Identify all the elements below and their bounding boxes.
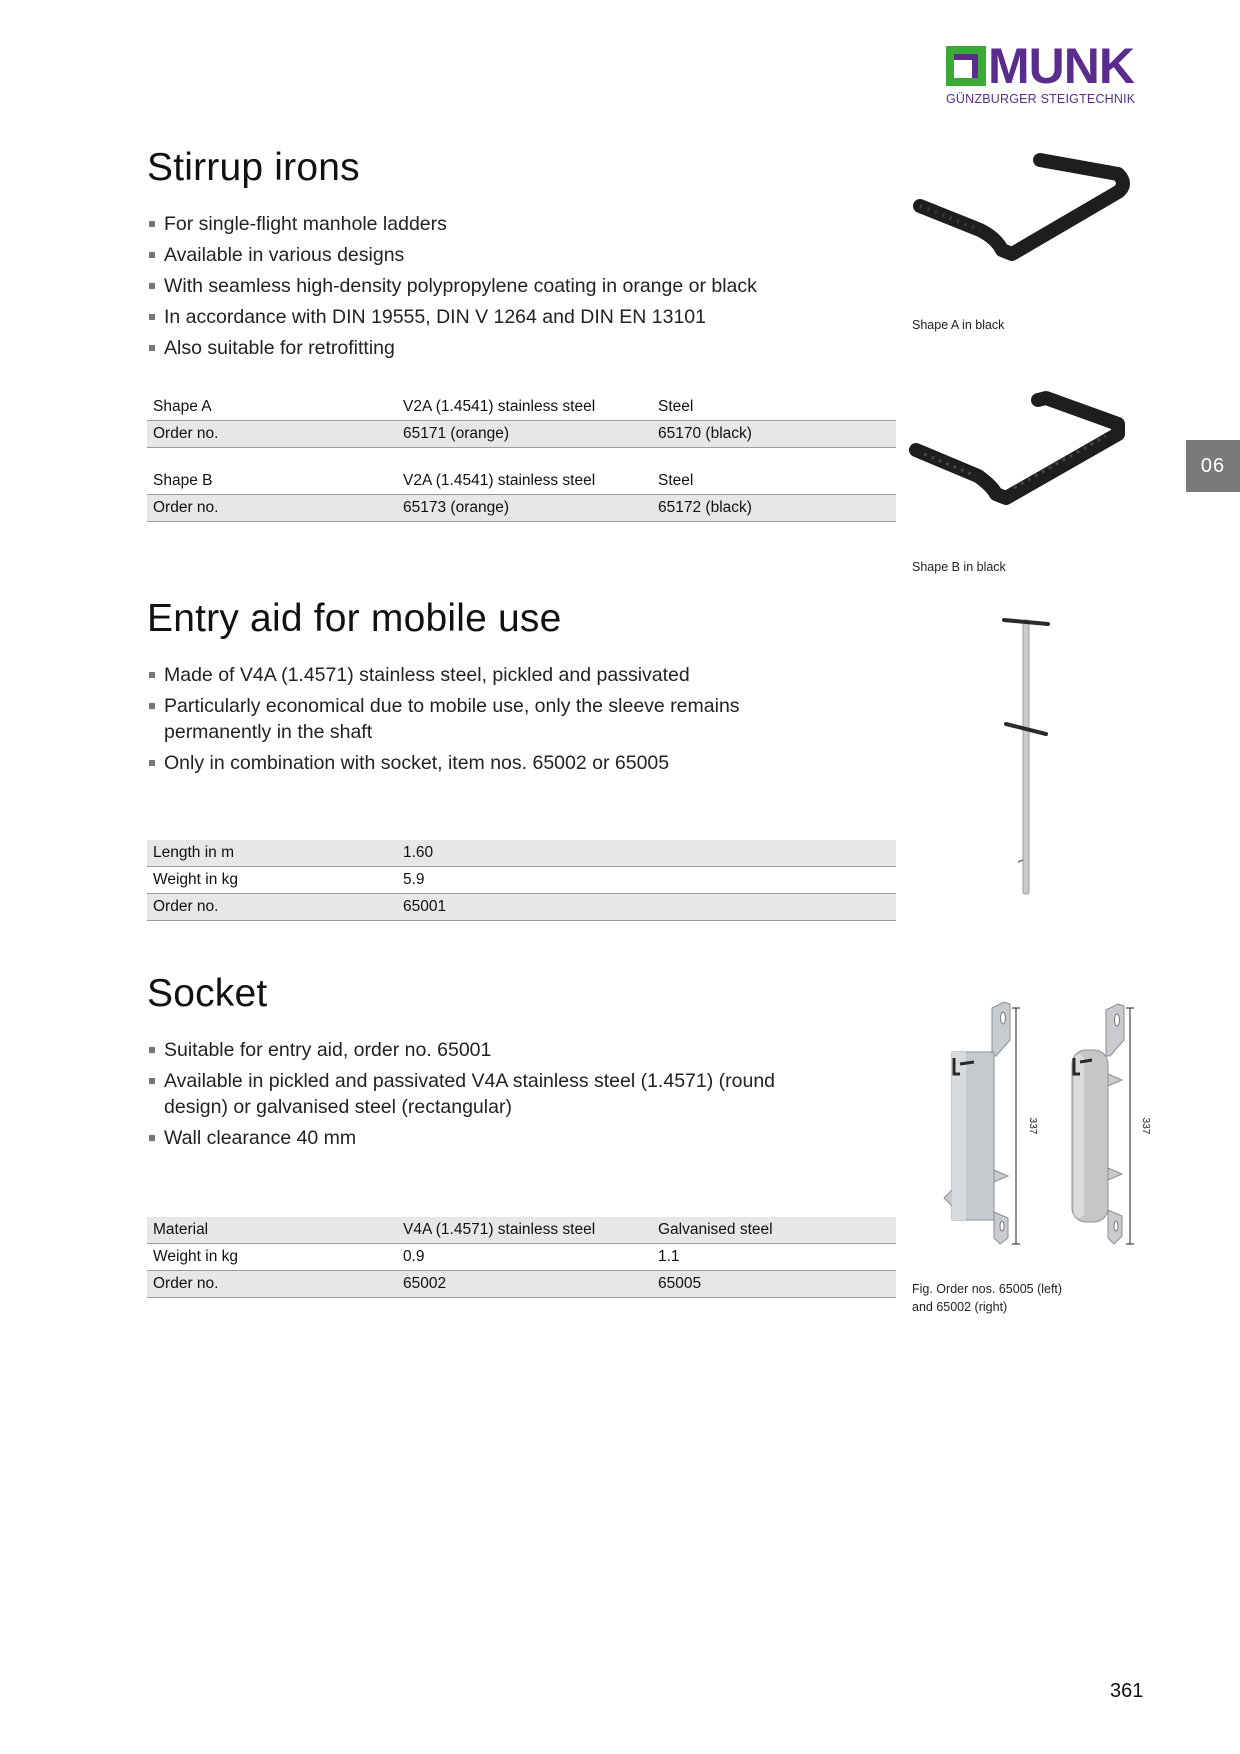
table-row: [147, 495, 896, 522]
brand-name: MUNK: [988, 38, 1134, 94]
table-cell: Order no.: [147, 1271, 397, 1298]
table-row: [147, 1217, 896, 1244]
table-cell: 65005: [652, 1271, 896, 1298]
table-row: [147, 894, 896, 921]
table-spacer: [147, 448, 896, 469]
socket-caption: [912, 1280, 1062, 1316]
page-number: 361: [1110, 1680, 1144, 1702]
table-cell: Steel: [652, 394, 896, 421]
table-cell: Order no.: [147, 421, 397, 448]
table-cell: V4A (1.4571) stainless steel: [397, 1217, 652, 1244]
table-cell: V2A (1.4541) stainless steel: [397, 394, 652, 421]
table-cell: Material: [147, 1217, 397, 1244]
table-row: [147, 1271, 896, 1298]
socket-bullets: [147, 1037, 827, 1156]
table-cell: 65171 (orange): [397, 421, 652, 448]
table-row: [147, 394, 896, 421]
dimension-label-right: 337: [1140, 1117, 1151, 1135]
table-cell: 0.9: [397, 1244, 652, 1271]
table-row: [147, 421, 896, 448]
table-row: [147, 468, 896, 495]
list-item: Only in combination with socket, item nos. 65002 or 65005: [147, 750, 827, 776]
stirrup-shape-b-image: [906, 390, 1132, 510]
socket-stainless-image: [1060, 1000, 1132, 1250]
socket-title: Socket: [147, 972, 268, 1015]
table-cell: Shape A: [147, 394, 397, 421]
table-cell: Order no.: [147, 894, 397, 921]
table-row: [147, 840, 896, 867]
stirrup-shape-a-image: [912, 150, 1132, 265]
socket-caption-line: and 65002 (right): [912, 1300, 1008, 1314]
socket-spec-table: [147, 1217, 896, 1298]
stirrup-spec-table: [147, 394, 896, 522]
list-item: In accordance with DIN 19555, DIN V 1264 and DIN EN 13101: [147, 304, 847, 330]
entry-aid-pole-image: [996, 612, 1060, 898]
stirrup-caption-b: Shape B in black: [912, 560, 1006, 574]
table-cell: 65170 (black): [652, 421, 896, 448]
list-item: Available in pickled and passivated V4A stainless steel (1.4571) (round design) or galvanised steel (rectangular): [147, 1068, 827, 1120]
table-cell: [652, 840, 896, 867]
table-row: [147, 867, 896, 894]
table-cell: 5.9: [397, 867, 652, 894]
table-cell: Galvanised steel: [652, 1217, 896, 1244]
stirrup-caption-a: Shape A in black: [912, 318, 1005, 332]
socket-caption-line: Fig. Order nos. 65005 (left): [912, 1282, 1063, 1296]
list-item: Wall clearance 40 mm: [147, 1125, 827, 1151]
list-item: Suitable for entry aid, order no. 65001: [147, 1037, 827, 1063]
entry-spec-table: [147, 840, 896, 921]
table-cell: 1.60: [397, 840, 652, 867]
table-row: [147, 1244, 896, 1271]
table-cell: 65002: [397, 1271, 652, 1298]
stirrup-bullets: [147, 211, 847, 366]
table-cell: V2A (1.4541) stainless steel: [397, 468, 652, 495]
brand-logo: [946, 38, 1152, 110]
table-cell: Steel: [652, 468, 896, 495]
table-cell: [652, 867, 896, 894]
chapter-tab: 06: [1186, 440, 1240, 492]
socket-galvanised-image: [940, 1000, 1020, 1250]
table-cell: Weight in kg: [147, 1244, 397, 1271]
list-item: For single-flight manhole ladders: [147, 211, 847, 237]
table-cell: 65172 (black): [652, 495, 896, 522]
table-cell: Order no.: [147, 495, 397, 522]
munk-logo-mark-icon: [946, 46, 986, 86]
table-cell: 65173 (orange): [397, 495, 652, 522]
list-item: Made of V4A (1.4571) stainless steel, pickled and passivated: [147, 662, 827, 688]
brand-tagline: GÜNZBURGER STEIGTECHNIK: [946, 92, 1136, 106]
table-cell: 1.1: [652, 1244, 896, 1271]
list-item: Also suitable for retrofitting: [147, 335, 847, 361]
table-cell: 65001: [397, 894, 652, 921]
table-cell: [652, 894, 896, 921]
table-cell: Weight in kg: [147, 867, 397, 894]
table-cell: Length in m: [147, 840, 397, 867]
list-item: With seamless high-density polypropylene coating in orange or black: [147, 273, 847, 299]
dimension-label-left: 337: [1027, 1117, 1038, 1135]
stirrup-title: Stirrup irons: [147, 146, 360, 189]
table-cell: Shape B: [147, 468, 397, 495]
list-item: Particularly economical due to mobile use, only the sleeve remains permanently in the shaft: [147, 693, 827, 745]
entry-title: Entry aid for mobile use: [147, 597, 562, 640]
list-item: Available in various designs: [147, 242, 847, 268]
entry-bullets: [147, 662, 827, 781]
